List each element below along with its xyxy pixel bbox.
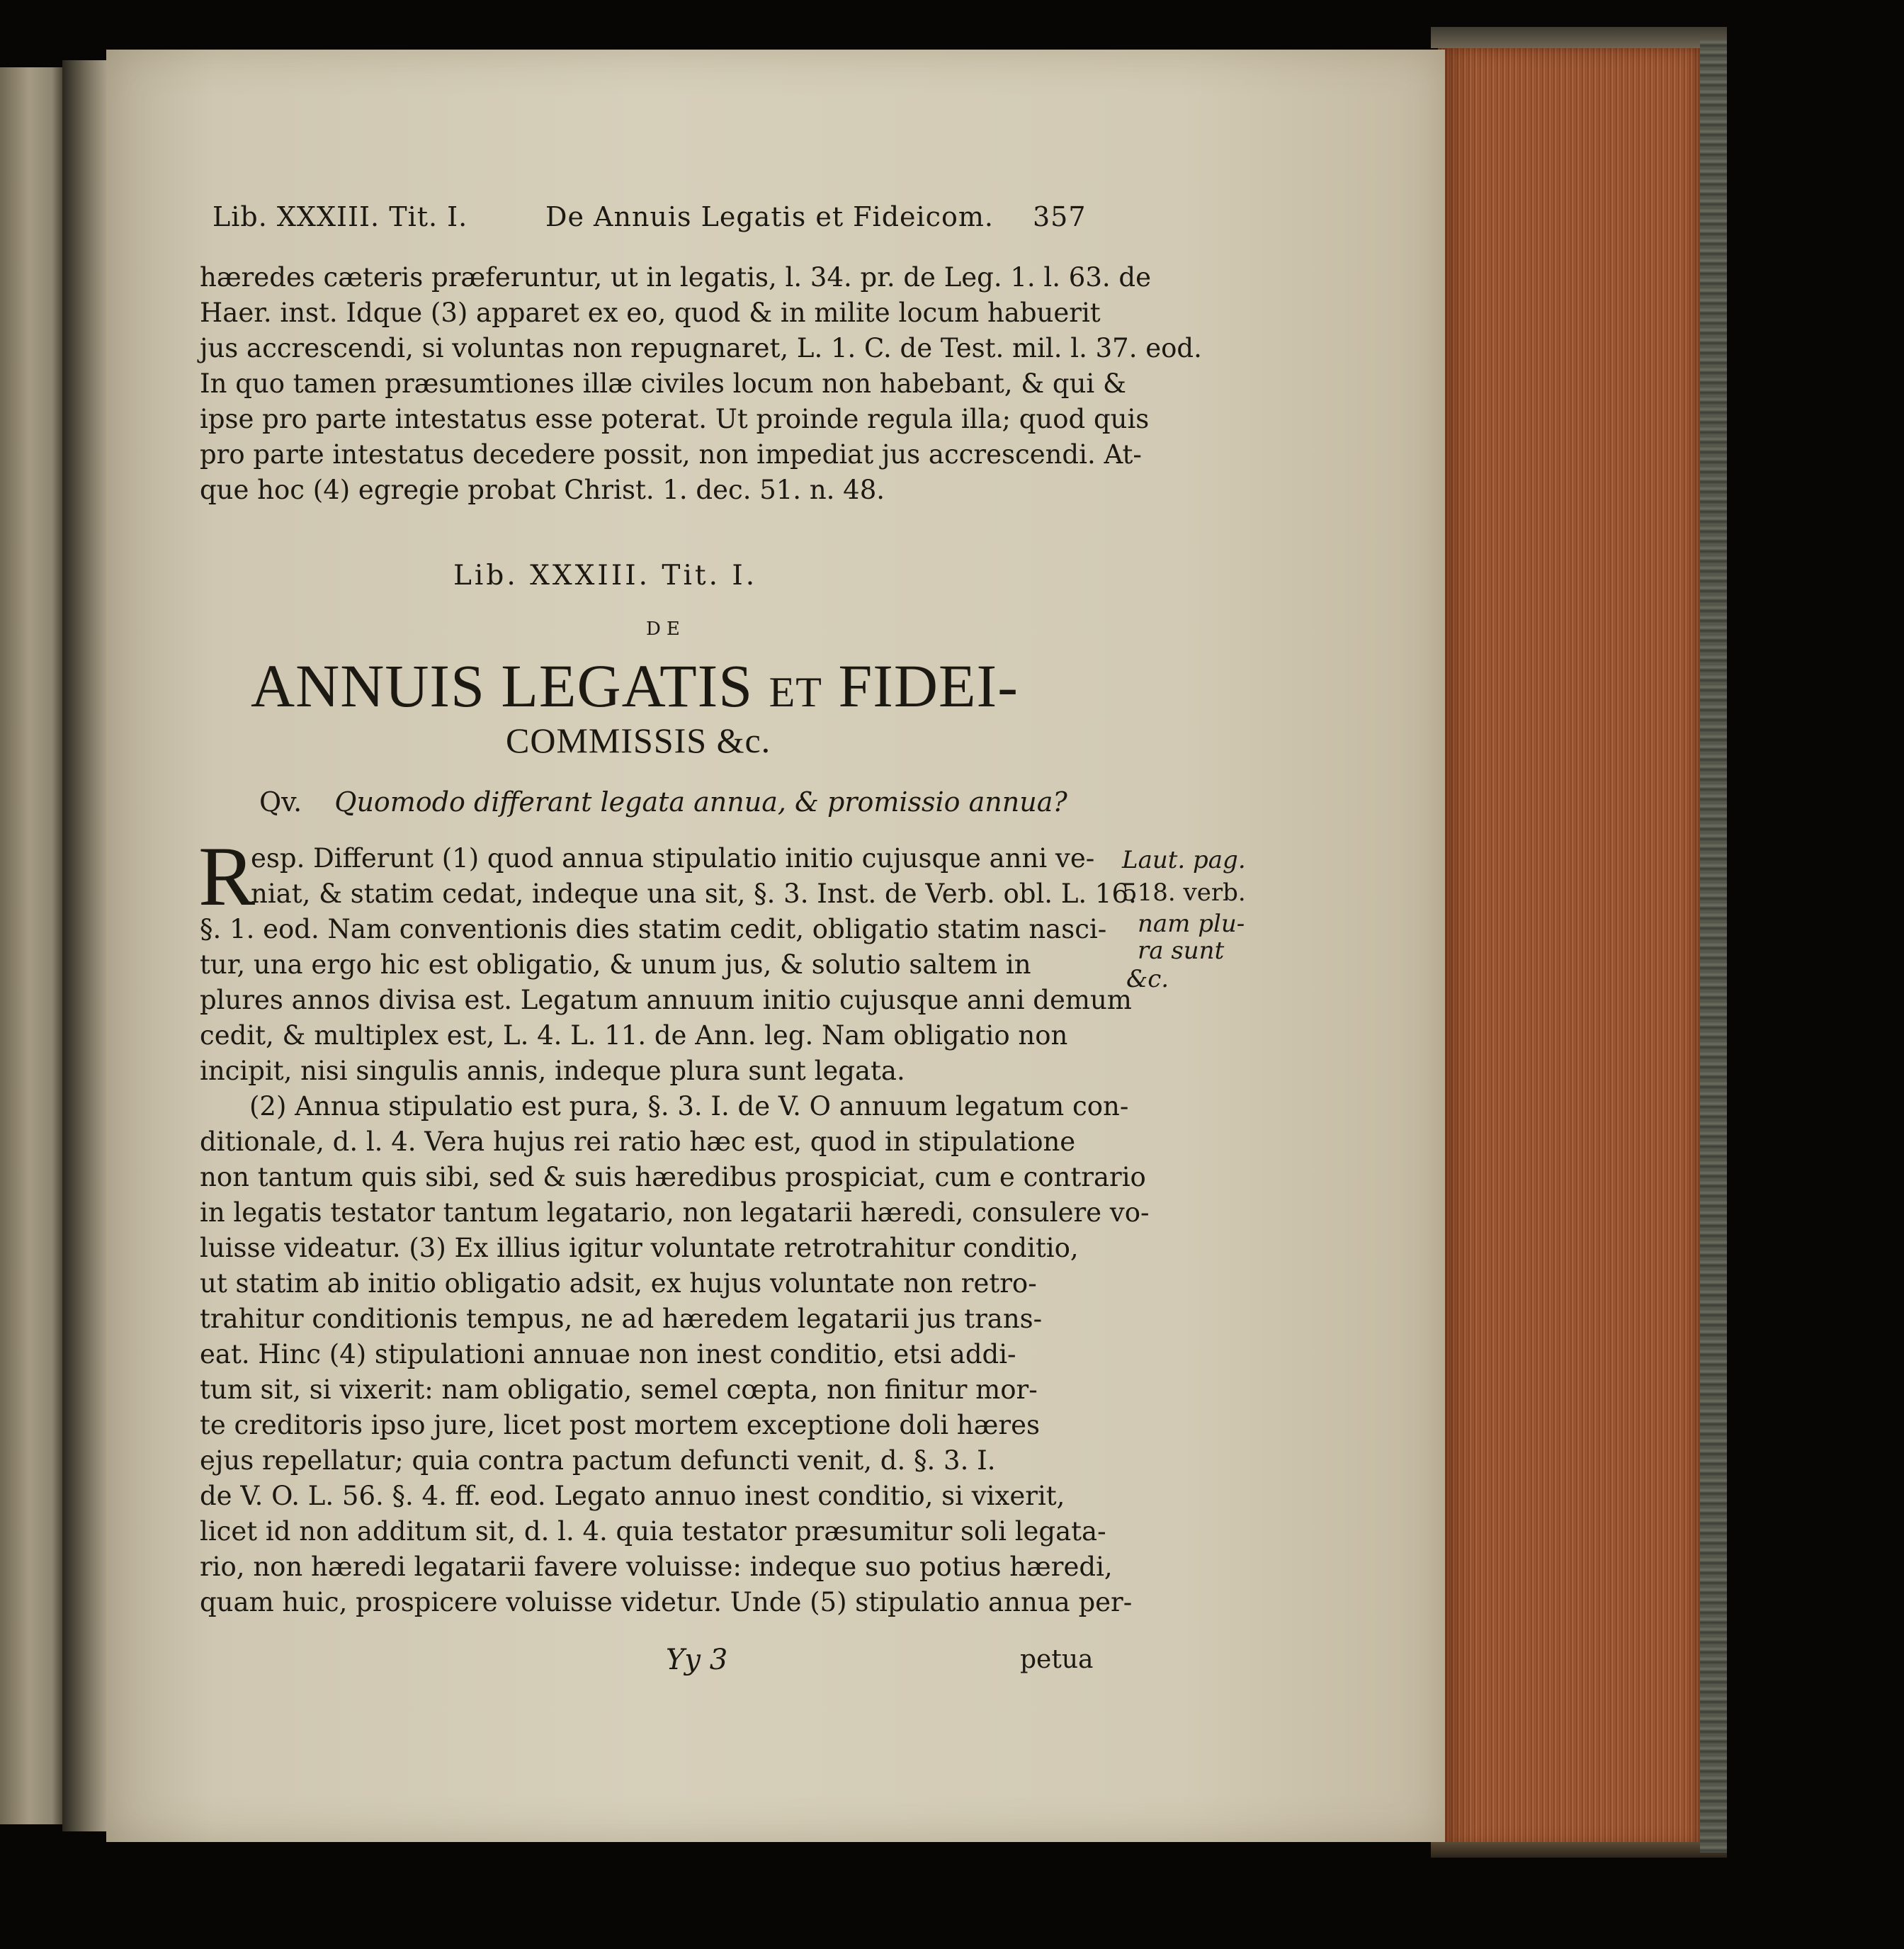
chapter-title-line-1 bbox=[251, 650, 1019, 721]
text-line: ut statim ab initio obligatio adsit, ex hujus voluntate non retro- bbox=[200, 1268, 1037, 1299]
cover-bottom-edge bbox=[1431, 1842, 1727, 1858]
text-line: rio, non hæredi legatarii favere voluisse: indeque suo potius hæredi, bbox=[200, 1552, 1113, 1582]
text-line: tum sit, si vixerit: nam obligatio, semel cœpta, non finitur mor- bbox=[200, 1374, 1038, 1405]
chapter-title-line-2: COMMISSIS &c. bbox=[506, 721, 771, 760]
title-part-a: ANNUIS LEGATIS bbox=[251, 652, 754, 720]
text-line: esp. Differunt (1) quod annua stipulatio initio cujusque anni ve- bbox=[251, 843, 1095, 874]
text-line: in legatis testator tantum legatario, non legatarii hæredi, consulere vo- bbox=[200, 1197, 1150, 1228]
header-chapter-title: De Annuis Legatis et Fideicom. bbox=[545, 201, 994, 232]
text-line: jus accrescendi, si voluntas non repugnaret, L. 1. C. de Test. mil. l. 37. eod. bbox=[200, 333, 1202, 363]
margin-note-line: ra sunt bbox=[1138, 937, 1225, 965]
text-line: hæredes cæteris præferuntur, ut in legatis, l. 34. pr. de Leg. 1. l. 63. de bbox=[200, 262, 1151, 293]
text-line: pro parte intestatus decedere possit, non impediat jus accrescendi. At- bbox=[200, 439, 1142, 470]
text-line: Haer. inst. Idque (3) apparet ex eo, quod & in milite locum habuerit bbox=[200, 298, 1101, 328]
text-line: niat, & statim cedat, indeque una sit, §. 3. Inst. de Verb. obl. L. 16. bbox=[251, 879, 1137, 909]
text-line: plures annos divisa est. Legatum annuum initio cujusque anni demum bbox=[200, 985, 1132, 1015]
text-line: (2) Annua stipulatio est pura, §. 3. I. de V. O annuum legatum con- bbox=[249, 1091, 1129, 1122]
text-line: cedit, & multiplex est, L. 4. L. 11. de Ann. leg. Nam obligatio non bbox=[200, 1020, 1068, 1051]
text-line: ditionale, d. l. 4. Vera hujus rei ratio hæc est, quod in stipulatione bbox=[200, 1126, 1076, 1157]
text-line: ejus repellatur; quia contra pactum defuncti venit, d. §. 3. I. bbox=[200, 1445, 996, 1476]
page-fore-edge bbox=[1438, 43, 1707, 1853]
text-line: quam huic, prospicere voluisse videtur. Unde (5) stipulatio annua per- bbox=[200, 1587, 1133, 1617]
margin-note-line: Laut. pag. bbox=[1122, 846, 1246, 874]
signature-mark: Yy 3 bbox=[666, 1644, 728, 1676]
text-line: que hoc (4) egregie probat Christ. 1. dec. 51. n. 48. bbox=[200, 475, 885, 505]
margin-note-line: nam plu- bbox=[1138, 910, 1245, 938]
text-line: ipse pro parte intestatus esse poterat. Ut proinde regula illa; quod quis bbox=[200, 404, 1150, 434]
question-line bbox=[259, 786, 1067, 818]
text-line: te creditoris ipso jure, licet post mortem exceptione doli hæres bbox=[200, 1410, 1040, 1440]
catchword: petua bbox=[1020, 1645, 1094, 1674]
left-facing-page bbox=[0, 67, 65, 1824]
text-line: trahitur conditionis tempus, ne ad hæredem legatarii jus trans- bbox=[200, 1304, 1043, 1334]
header-book-title: Lib. XXXIII. Tit. I. bbox=[212, 201, 468, 232]
text-line: licet id non additum sit, d. l. 4. quia testator præsumitur soli legata- bbox=[200, 1516, 1106, 1547]
question-label: Qv. bbox=[259, 786, 302, 818]
book-gutter bbox=[62, 60, 112, 1831]
drop-cap: R bbox=[198, 829, 256, 923]
section-heading: Lib. XXXIII. Tit. I. bbox=[453, 560, 758, 592]
text-line: incipit, nisi singulis annis, indeque plura sunt legata. bbox=[200, 1056, 905, 1086]
title-part-b: ET bbox=[769, 669, 822, 716]
margin-note-line: 518. verb. bbox=[1122, 879, 1246, 907]
page-number: 357 bbox=[1033, 201, 1087, 232]
title-part-c: FIDEI- bbox=[838, 652, 1019, 720]
cover-top-edge bbox=[1431, 27, 1727, 48]
text-line: §. 1. eod. Nam conventionis dies statim cedit, obligatio statim nasci- bbox=[200, 914, 1107, 944]
text-line: tur, una ergo hic est obligatio, & unum jus, & solutio saltem in bbox=[200, 949, 1031, 980]
text-line: eat. Hinc (4) stipulationi annuae non inest conditio, etsi addi- bbox=[200, 1339, 1016, 1369]
text-line: luisse videatur. (3) Ex illius igitur voluntate retrotrahitur conditio, bbox=[200, 1233, 1079, 1263]
question-text: Quomodo differant legata annua, & promissio annua? bbox=[334, 786, 1067, 818]
running-header bbox=[212, 201, 1091, 244]
text-line: de V. O. L. 56. §. 4. ff. eod. Legato annuo inest conditio, si vixerit, bbox=[200, 1481, 1065, 1511]
book-cover-board bbox=[1700, 39, 1727, 1853]
section-de: DE bbox=[646, 618, 686, 640]
text-line: non tantum quis sibi, sed & suis hæredibus prospiciat, cum e contrario bbox=[200, 1162, 1146, 1192]
margin-note-line: &c. bbox=[1126, 965, 1169, 993]
text-line: In quo tamen præsumtiones illæ civiles locum non habebant, & qui & bbox=[200, 368, 1126, 399]
